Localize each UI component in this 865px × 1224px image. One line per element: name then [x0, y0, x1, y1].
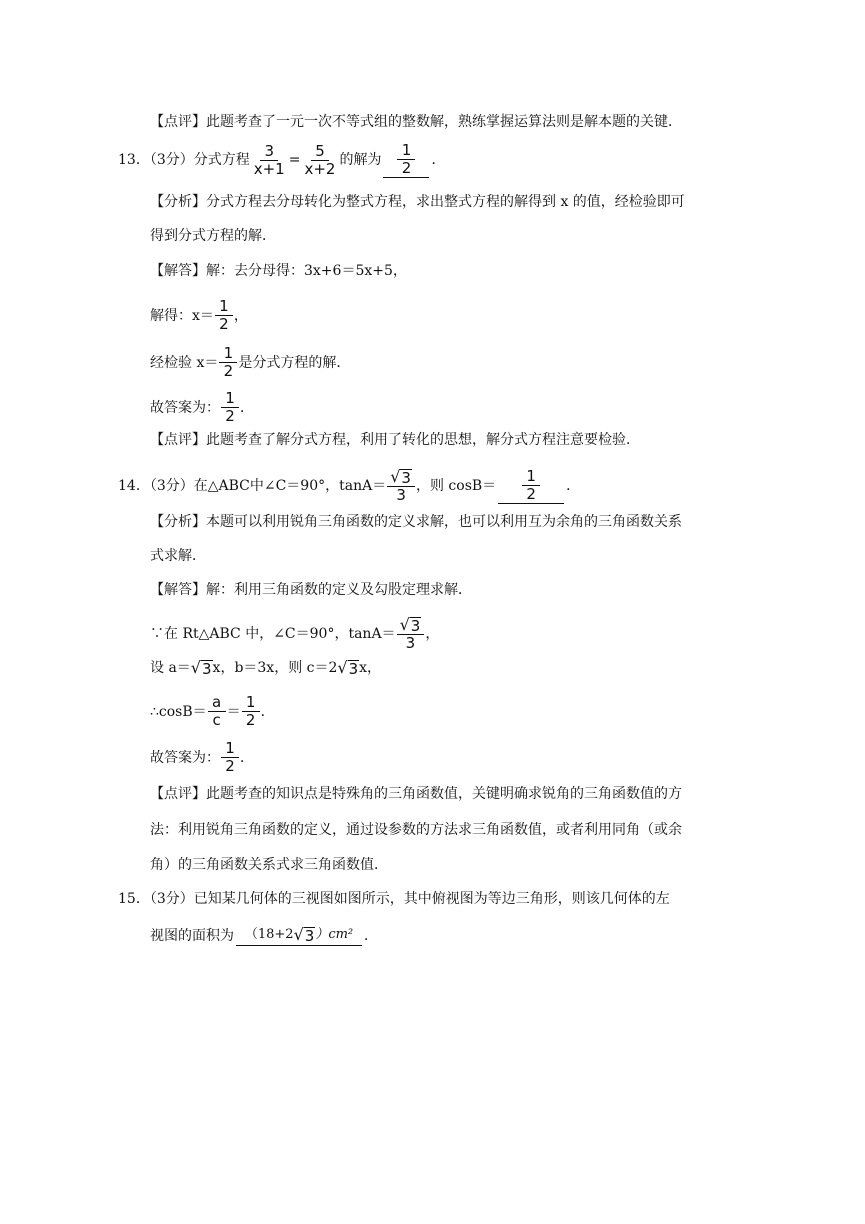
q14-solution: 【解答】解：利用三角函数的定义及勾股定理求解．	[150, 582, 472, 598]
q14-comment-cont2: 角）的三角函数关系式求三角函数值．	[150, 857, 388, 873]
q13-check: 经检验 x＝ $\frac{1}{2}$ 是分式方程的解．	[150, 344, 351, 380]
q14-analysis: 【分析】本题可以利用锐角三角函数的定义求解，也可以利用互为余角的三角函数关系	[150, 514, 682, 530]
fraction: √ 3 3	[397, 616, 425, 652]
answer-blank: $\frac{1}{2}$	[498, 468, 564, 504]
q14-substitution: 设 a＝ √ 3 x，b＝3x，则 c＝2 √ 3 x，	[150, 658, 382, 678]
q13-number: 13．（3分）分式方程	[118, 152, 250, 168]
fraction: √ 3 3	[387, 468, 415, 504]
fraction: $\frac{3}{x+1}$	[253, 141, 285, 178]
q15-stem-cont: 视图的面积为 （18+2 √ 3 ）cm² ．	[150, 925, 378, 945]
q14-answer: 故答案为： $\frac{1}{2}$ ．	[150, 739, 254, 775]
q14-solution-step: ∵在 Rt△ABC 中，∠C＝90°，tanA＝ √ 3 3 ，	[150, 615, 440, 652]
answer-blank: （18+2 √ 3 ）cm²	[236, 925, 362, 946]
q14-comment-cont: 法：利用锐角三角函数的定义，通过设参数的方法求三角函数值，或者利用同角（或余	[150, 822, 682, 838]
q15-stem: 15．（3分）已知某几何体的三视图如图所示，其中俯视图为等边三角形，则该几何体的左	[118, 891, 670, 907]
q14-analysis-cont: 式求解．	[150, 548, 206, 564]
fraction: $\frac{1}{2}$	[219, 345, 237, 380]
fraction: $\frac{1}{2}$	[242, 694, 260, 729]
fraction: $\frac{1}{2}$	[221, 390, 239, 425]
fraction: $\frac{5}{x+2}$	[304, 141, 336, 178]
fraction: $\frac{a}{c}$	[208, 694, 226, 729]
q13-comment: 【点评】此题考查了解分式方程，利用了转化的思想，解分式方程注意要检验．	[150, 432, 640, 448]
q14-comment: 【点评】此题考查的知识点是特殊角的三角函数值，关键明确求锐角的三角函数值的方	[150, 786, 682, 802]
q14-stem: 14．（3分）在△ABC中∠C＝90°，tanA＝ √ 3 3 ，则 cosB＝ $\frac{1}{2}$ ．	[118, 467, 581, 504]
fraction: $\frac{1}{2}$	[221, 740, 239, 775]
q14-number: 14．（3分）在△ABC中∠C＝90°，tanA＝	[118, 478, 387, 494]
q13-answer: 故答案为： $\frac{1}{2}$ ．	[150, 389, 254, 425]
fraction: $\frac{1}{2}$	[215, 298, 233, 333]
q13-solution: 【解答】解：去分母得：3x+6＝5x+5，	[150, 263, 407, 279]
q13-stem: 13．（3分）分式方程 $\frac{3}{x+1}$ = $\frac{5}{x+2}$ 的解为 $\frac{1}{2}$ ．	[118, 141, 446, 178]
q12-comment: 【点评】此题考查了一元一次不等式组的整数解，熟练掌握运算法则是解本题的关键．	[150, 114, 682, 130]
q13-analysis: 【分析】分式方程去分母转化为整式方程，求出整式方程的解得到 x 的值，经检验即可	[150, 194, 685, 210]
q14-cos: ∴cosB＝ $\frac{a}{c}$ ＝ $\frac{1}{2}$ ．	[150, 693, 275, 729]
q13-analysis-cont: 得到分式方程的解．	[150, 228, 276, 244]
answer-blank: $\frac{1}{2}$	[383, 142, 429, 178]
q13-solution-step: 解得：x＝ $\frac{1}{2}$ ，	[150, 297, 248, 333]
